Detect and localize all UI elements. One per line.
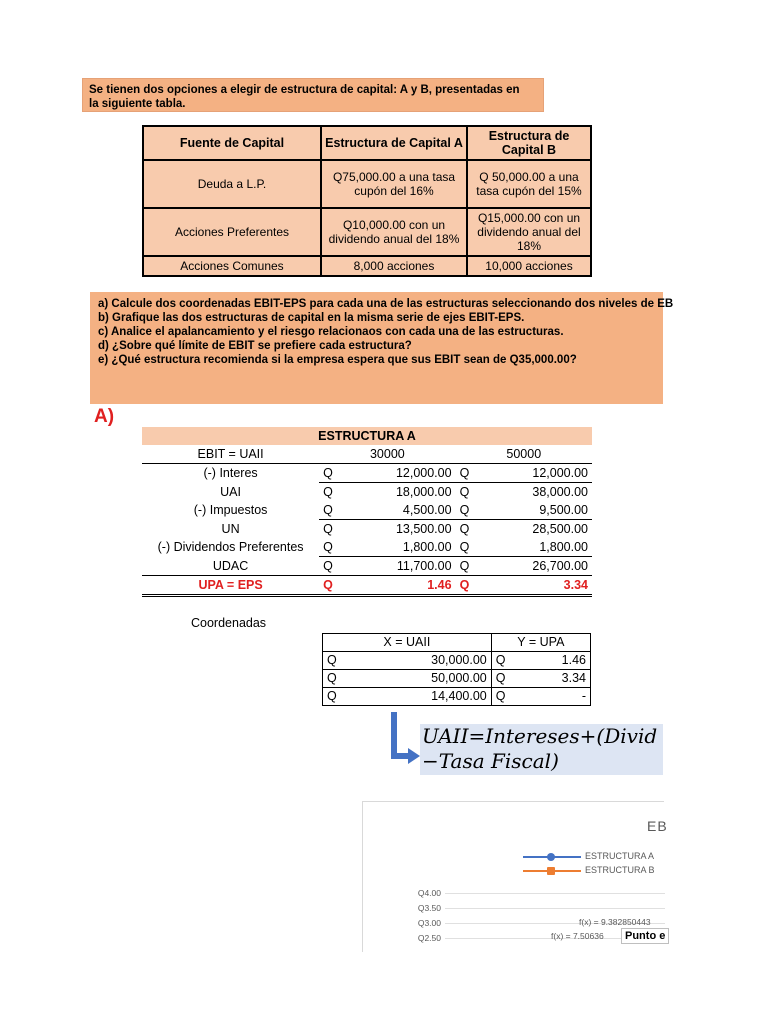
y-tick-label: Q4.00 xyxy=(417,888,441,898)
legend-entry-a xyxy=(523,851,654,863)
table-row xyxy=(142,520,592,539)
capital-structure-table xyxy=(142,125,592,277)
y-tick-label: Q2.50 xyxy=(417,933,441,943)
formula-box xyxy=(420,724,663,775)
cell-b: Q15,000.00 con un dividendo anual del 18% xyxy=(467,208,591,256)
x-header: X = UAII xyxy=(323,634,492,652)
value-50000: 28,500.00 xyxy=(532,522,588,536)
y-value: 3.34 xyxy=(514,670,591,688)
x-value: 30,000.00 xyxy=(345,652,491,670)
legend-marker-a xyxy=(547,853,555,861)
estructura-a-title: ESTRUCTURA A xyxy=(142,427,592,445)
table-row xyxy=(323,652,591,670)
cell-a: Q75,000.00 a una tasa cupón del 16% xyxy=(321,160,467,208)
table-row xyxy=(323,688,591,706)
value-50000: 9,500.00 xyxy=(477,501,592,520)
coordenadas-label: Coordenadas xyxy=(191,616,267,630)
questions-box xyxy=(90,292,674,404)
formula-line-2: −Tasa Fiscal) xyxy=(422,749,559,773)
currency: Q xyxy=(323,652,346,670)
value-30000: 4,500.00 xyxy=(341,501,456,520)
value-30000: 1,800.00 xyxy=(341,538,456,557)
estructura-a-table xyxy=(142,427,592,597)
value-30000: 12,000.00 xyxy=(341,464,456,483)
cell-fuente: Deuda a L.P. xyxy=(143,160,321,208)
cell-b: 10,000 acciones xyxy=(467,256,591,276)
question-c: c) Analice el apalancamiento y el riesgo relacionaos con cada una de las estructuras. xyxy=(98,326,564,338)
eps-row xyxy=(142,576,592,596)
legend-marker-b xyxy=(547,867,555,875)
x-value: 50,000.00 xyxy=(345,670,491,688)
currency: Q xyxy=(323,670,346,688)
x-value: 14,400.00 xyxy=(345,688,491,706)
header-estructura-a: Estructura de Capital A xyxy=(321,126,467,160)
legend-line-b xyxy=(523,870,581,872)
intro-line-1: Se tienen dos opciones a elegir de estructura de capital: A y B, presentadas en xyxy=(89,84,520,96)
currency: Q xyxy=(456,576,478,596)
legend-line-a xyxy=(523,856,581,858)
currency: Q xyxy=(323,559,333,573)
intro-text xyxy=(82,78,544,112)
value-50000: 38,000.00 xyxy=(532,485,588,499)
value-50000: 26,700.00 xyxy=(532,559,588,573)
header-estructura-b: Estructura de Capital B xyxy=(467,126,591,160)
currency: Q xyxy=(459,559,470,573)
y-value: - xyxy=(514,688,591,706)
formula-line-1: UAII=Intereses+(Divid xyxy=(422,724,658,748)
question-e: e) ¿Qué estructura recomienda si la empresa espera que sus EBIT sean de Q35,000.00? xyxy=(98,354,577,366)
cell-a: Q10,000.00 con un dividendo anual del 18% xyxy=(321,208,467,256)
currency: Q xyxy=(491,652,514,670)
currency: Q xyxy=(459,485,470,499)
ebit-value-1: 30000 xyxy=(319,445,455,464)
chart-title: EB xyxy=(647,818,668,834)
currency: Q xyxy=(323,688,346,706)
y-tick-label: Q3.00 xyxy=(417,918,441,928)
currency: Q xyxy=(323,522,333,536)
cell-b: Q 50,000.00 a una tasa cupón del 15% xyxy=(467,160,591,208)
currency: Q xyxy=(456,464,478,483)
punto-label: Punto e xyxy=(621,928,669,944)
currency: Q xyxy=(319,576,341,596)
table-row xyxy=(143,160,591,208)
table-row xyxy=(323,670,591,688)
ebit-value-2: 50000 xyxy=(456,445,592,464)
ebit-eps-chart xyxy=(362,801,668,952)
row-label: (-) Interes xyxy=(203,466,258,481)
trendline-equation-b: f(x) = 7.50636 xyxy=(551,931,604,941)
coord-body xyxy=(323,652,591,706)
currency: Q xyxy=(456,538,478,557)
table-row xyxy=(142,538,592,557)
y-value: 1.46 xyxy=(514,652,591,670)
gridline xyxy=(445,908,665,909)
eps-value-1: 1.46 xyxy=(341,576,456,596)
legend-label-a: ESTRUCTURA A xyxy=(585,851,655,861)
value-30000: 18,000.00 xyxy=(395,485,452,499)
currency: Q xyxy=(491,670,514,688)
estructura-a-title-row xyxy=(142,427,592,445)
ebit-row xyxy=(142,445,592,464)
question-b: b) Grafique las dos estructuras de capital en la misma serie de ejes EBIT-EPS. xyxy=(98,312,525,324)
currency: Q xyxy=(319,464,341,483)
value-50000: 1,800.00 xyxy=(477,538,592,557)
table-row xyxy=(142,483,592,502)
currency: Q xyxy=(323,485,333,499)
table-row xyxy=(142,557,592,576)
row-label: UN xyxy=(221,521,240,536)
question-d: d) ¿Sobre qué límite de EBIT se prefiere cada estructura? xyxy=(98,340,412,352)
question-a: a) Calcule dos coordenadas EBIT-EPS para cada una de las estructuras seleccionando dos niveles de EB xyxy=(98,298,674,310)
gridline xyxy=(445,893,665,894)
cell-a: 8,000 acciones xyxy=(321,256,467,276)
value-30000: 13,500.00 xyxy=(395,522,452,536)
coordenadas-table xyxy=(322,633,591,706)
cell-fuente: Acciones Comunes xyxy=(143,256,321,276)
currency: Q xyxy=(491,688,514,706)
eps-label: UPA = EPS xyxy=(142,576,319,596)
intro-line-2: la siguiente tabla. xyxy=(89,98,186,110)
header-fuente: Fuente de Capital xyxy=(143,126,321,160)
ebit-label: EBIT = UAII xyxy=(142,445,319,464)
row-label: UDAC xyxy=(212,558,249,573)
currency: Q xyxy=(319,501,341,520)
row-label: (-) Dividendos Preferentes xyxy=(157,540,304,555)
y-header: Y = UPA xyxy=(491,634,590,652)
currency: Q xyxy=(459,522,470,536)
legend-entry-b xyxy=(523,865,655,877)
table-row xyxy=(143,256,591,276)
currency: Q xyxy=(319,538,341,557)
row-label: UAI xyxy=(220,484,241,499)
table-header-row xyxy=(143,126,591,160)
arrow-icon xyxy=(390,712,422,770)
eps-value-2: 3.34 xyxy=(477,576,592,596)
section-a-heading: A) xyxy=(94,406,115,427)
cell-fuente: Acciones Preferentes xyxy=(143,208,321,256)
value-50000: 12,000.00 xyxy=(477,464,592,483)
value-30000: 11,700.00 xyxy=(396,559,452,573)
currency: Q xyxy=(456,501,478,520)
row-label: (-) Impuestos xyxy=(193,503,268,518)
estructura-a-body xyxy=(142,464,592,576)
coord-header-row xyxy=(323,634,591,652)
table-row xyxy=(143,208,591,256)
table-row xyxy=(142,501,592,520)
legend-label-b: ESTRUCTURA B xyxy=(585,865,655,875)
table-row xyxy=(142,464,592,483)
trendline-equation-a: f(x) = 9.382850443 xyxy=(579,917,651,927)
y-tick-label: Q3.50 xyxy=(417,903,441,913)
